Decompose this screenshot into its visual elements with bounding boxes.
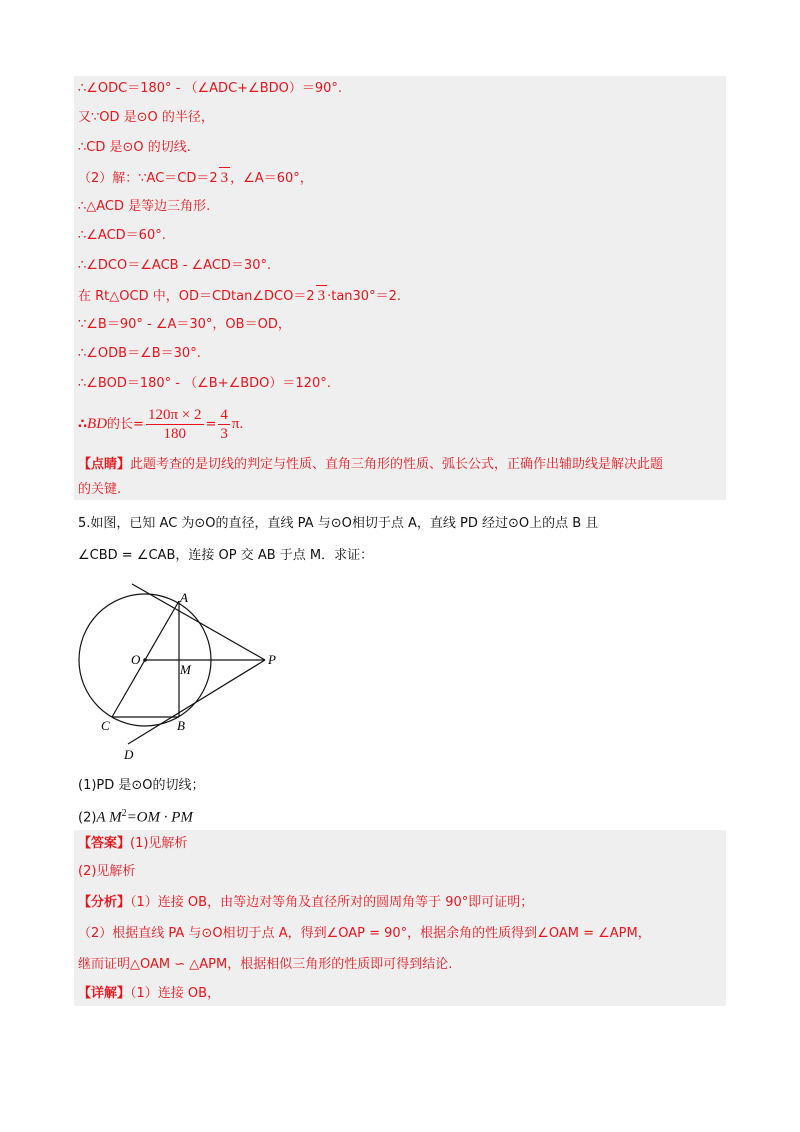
- label-b: B: [177, 718, 185, 733]
- comment-text-1: 此题考查的是切线的判定与性质、直角三角形的性质、弧长公式，正确作出辅助线是解决此题: [130, 457, 664, 472]
- label-o: O: [131, 652, 141, 667]
- fraction-4-3: [218, 406, 230, 443]
- question-2-am: A M: [96, 809, 122, 826]
- solution-line-8: [78, 285, 401, 305]
- superscript-2: 2: [121, 808, 127, 819]
- solution-line-1: ∴∠ODC＝180° - （∠ADC+∠BDO）＝90°.: [78, 81, 343, 96]
- answer-block: [74, 830, 726, 1006]
- solution-line-3: ∴CD 是⊙O 的切线.: [78, 140, 191, 155]
- answer-line-2: (2)见解析: [78, 864, 136, 879]
- arc-length-label: 的长=: [107, 417, 144, 432]
- solution-line-2: 又∵OD 是⊙O 的半径，: [78, 110, 214, 125]
- analysis-line-1: [78, 893, 533, 913]
- answer-1: (1)见解析: [130, 836, 188, 851]
- problem-line-1: 5.如图，已知 AC 为⊙O的直径，直线 PA 与⊙O相切于点 A，直线 PD 经过⊙O上的点 B 且: [78, 516, 599, 531]
- problem-line-2: ∠CBD = ∠CAB，连接 OP 交 AB 于点 M．求证：: [78, 548, 374, 563]
- arc-bd: BD: [87, 416, 108, 432]
- detail-text-1: （1）连接 OB，: [130, 986, 221, 1001]
- solution-line-9: ∵∠B＝90° - ∠A＝30°，OB＝OD，: [78, 317, 291, 332]
- analysis-line-3: 继而证明△OAM ∽ △APM，根据相似三角形的性质即可得到结论.: [78, 957, 453, 972]
- geometry-figure: [70, 578, 300, 768]
- detail-tag: 【详解】: [78, 986, 131, 1001]
- question-2-rest: =OM · PM: [126, 809, 193, 826]
- analysis-line-2: （2）根据直线 PA 与⊙O相切于点 A，得到∠OAP = 90°，根据余角的性质得到∠OAM = ∠APM，: [78, 926, 651, 941]
- solution-line-5: ∴△ACD 是等边三角形.: [78, 199, 211, 214]
- solution-line-8-text: 在 Rt△OCD 中，OD＝CDtan∠DCO＝2: [78, 289, 315, 304]
- fraction-numerator: 4: [220, 407, 228, 423]
- detail-line-1: [78, 984, 220, 1004]
- line-pd: [128, 660, 265, 744]
- label-c: C: [101, 718, 110, 733]
- solution-line-4: [78, 167, 313, 187]
- solution-line-arc-length: [78, 404, 243, 444]
- solution-line-6: ∴∠ACD＝60°.: [78, 228, 166, 243]
- sqrt-3: 3: [219, 167, 231, 188]
- solution-line-10: ∴∠ODB＝∠B＝30°.: [78, 346, 201, 361]
- equals-sign: =: [205, 417, 217, 432]
- label-p: P: [268, 652, 276, 667]
- comment-line-1: [78, 455, 663, 475]
- fraction-denominator: 180: [163, 426, 186, 442]
- label-d: D: [124, 747, 134, 762]
- fraction-numerator: 120π × 2: [147, 407, 202, 423]
- therefore-symbol: ∴: [78, 417, 88, 432]
- solution-line-11: ∴∠BOD＝180° - （∠B+∠BDO）＝120°.: [78, 376, 331, 391]
- comment-tag: 【点睛】: [78, 457, 131, 472]
- sqrt-3: 3: [316, 285, 328, 306]
- comment-line-2: 的关键.: [78, 482, 122, 497]
- pi-tail: π.: [231, 416, 244, 432]
- question-2: [78, 804, 193, 824]
- center-dot: [143, 658, 147, 662]
- solution-line-4-tail: ，∠A＝60°，: [230, 171, 313, 186]
- solution-line-7: ∴∠DCO＝∠ACB - ∠ACD＝30°.: [78, 258, 272, 273]
- answer-tag: 【答案】: [78, 836, 131, 851]
- fraction-denominator: 3: [220, 426, 228, 442]
- solution-line-8-tail: ·tan30°＝2.: [327, 289, 401, 304]
- label-a: A: [180, 590, 188, 605]
- question-2-number: (2): [78, 810, 97, 826]
- analysis-text-1: （1）连接 OB，由等边对等角及直径所对的圆周角等于 90°即可证明；: [130, 895, 534, 910]
- label-m: M: [180, 662, 191, 677]
- solution-line-4-text: （2）解：∵AC＝CD＝2: [78, 171, 218, 186]
- fraction-120pi-180: [146, 406, 204, 443]
- question-1: (1)PD 是⊙O的切线；: [78, 778, 205, 793]
- analysis-tag: 【分析】: [78, 895, 131, 910]
- answer-line-1: [78, 834, 187, 854]
